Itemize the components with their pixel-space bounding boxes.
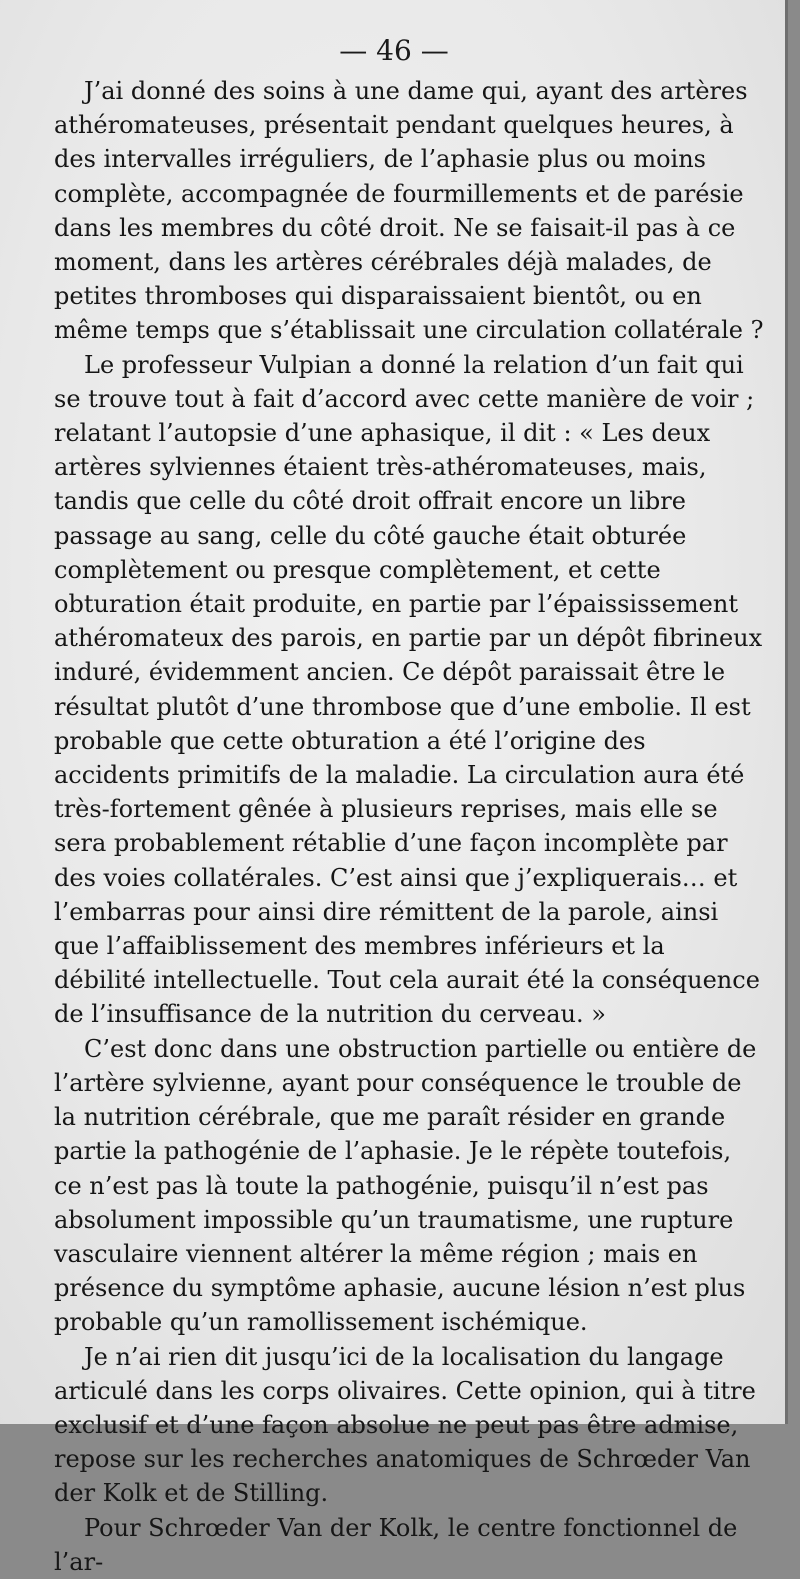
body-text bbox=[54, 74, 764, 1579]
paragraph-2: Le professeur Vulpian a donné la relation d’un fait qui se trouve tout à fait d’accord avec cette manière de voir ; relatant l’autopsie d’une aphasique, il dit : « Les deux artères sylviennes étaient très-athéromateuses, mais, tandis que celle du côté droit offrait encore un libre passage au sang, celle du côté gauche était obturée complètement ou presque complètement, et cette obturation était produite, en partie par l’épaississement athéromateux des parois, en partie par un dépôt fibrineux induré, évidemment ancien. Ce dépôt paraissait être le résultat plutôt d’une thrombose que d’une embolie. Il est probable que cette obturation a été l’origine des accidents primitifs de la maladie. La circulation aura été très-fortement gênée à plusieurs reprises, mais elle se sera probablement rétablie d’une façon incomplète par des voies collatérales. C’est ainsi que j’expliquerais… et l’embarras pour ainsi dire rémittent de la parole, ainsi que l’affaiblissement des membres inférieurs et la débilité intellectuelle. Tout cela aurait été la conséquence de l’insuffisance de la nutrition du cerveau. » bbox=[54, 350, 763, 1029]
paragraph-3: C’est donc dans une obstruction partielle ou entière de l’artère sylvienne, ayant pour conséquence le trouble de la nutrition cérébrale, que me paraît résider en grande partie la pathogénie de l’aphasie. Je le répète toutefois, ce n’est pas là toute la pathogénie, puisqu’il n’est pas absolument impossible qu’un traumatisme, une rupture vasculaire viennent altérer la même région ; mais en présence du symptôme aphasie, aucune lésion n’est plus probable qu’un ramollissement ischémique. bbox=[54, 1034, 757, 1337]
paragraph-1: J’ai donné des soins à une dame qui, ayant des artères athéromateuses, présentait pendant quelques heures, à des intervalles irréguliers, de l’aphasie plus ou moins complète, accompagnée de fourmillements et de parésie dans les membres du côté droit. Ne se faisait-il pas à ce moment, dans les artères cérébrales déjà malades, de petites thromboses qui disparaissaient bientôt, ou en même temps que s’établissait une circulation collatérale ? bbox=[54, 77, 764, 345]
paragraph-5: Pour Schrœder Van der Kolk, le centre fonctionnel de l’ar- bbox=[54, 1513, 738, 1576]
page-number: — 46 — bbox=[339, 34, 449, 67]
paragraph-4: Je n’ai rien dit jusqu’ici de la localisation du langage articulé dans les corps olivaires. Cette opinion, qui à titre exclusif et d’une façon absolue ne peut pas être admise, repose sur les recherches anatomiques de Schrœder Van der Kolk et de Stilling. bbox=[54, 1342, 756, 1508]
